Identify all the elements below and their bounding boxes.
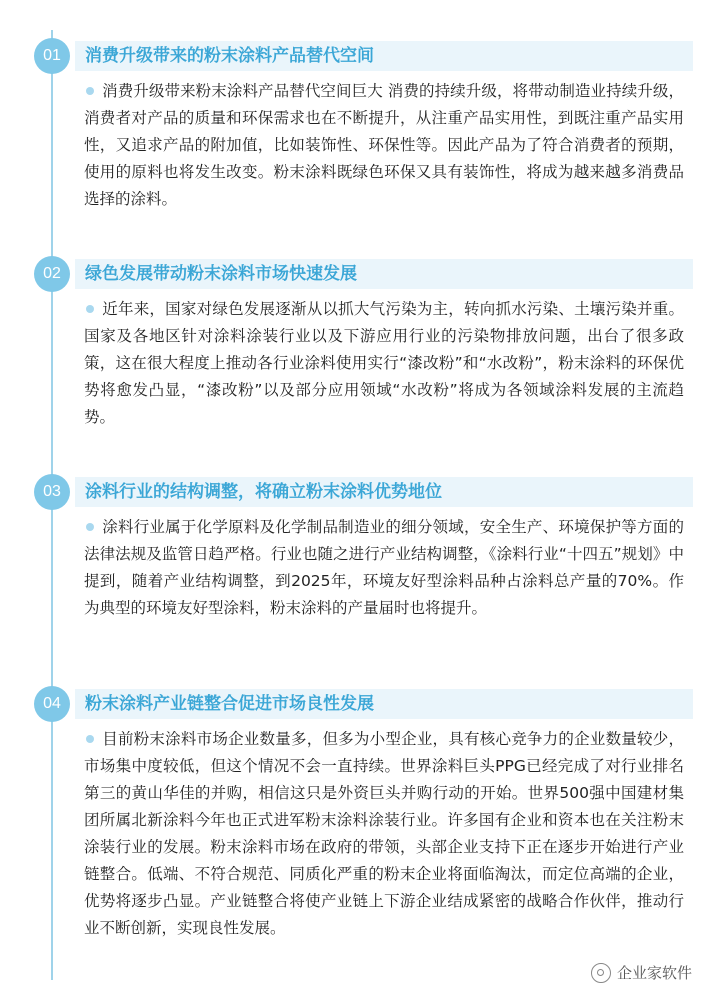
watermark [591, 962, 692, 983]
watermark-text: 企业家软件 [616, 964, 692, 982]
section-body-text: 近年来，国家对绿色发展逐渐从以抓大气污染为主，转向抓水污染、土壤污染并重。国家及各地区针对涂料涂装行业以及下游应用行业的污染物排放问题，出台了很多政策，这在很大程度上推动各行业涂料使用实行“漆改粉”和“水改粉”，粉末涂料的环保优势将愈发凸显，“漆改粉”以及部分应用领域“水改粉”将成为各领域涂料发展的主流趋势。 [84, 300, 684, 426]
section-title-box [75, 259, 693, 289]
section-body [84, 78, 684, 213]
section-title-box [75, 689, 693, 719]
section-body [84, 514, 684, 622]
section-title: 绿色发展带动粉末涂料市场快速发展 [85, 264, 357, 284]
bullet-icon [86, 87, 94, 95]
section-body [84, 726, 684, 942]
section-title: 粉末涂料产业链整合促进市场良性发展 [85, 694, 374, 714]
bullet-icon [86, 523, 94, 531]
section-body [84, 296, 684, 431]
bullet-icon [86, 305, 94, 313]
section-body-text: 涂料行业属于化学原料及化学制品制造业的细分领域，安全生产、环境保护等方面的法律法规及监管日趋严格。行业也随之进行产业结构调整，《涂料行业“十四五”规划》中提到，随着产业结构调整，到2025年，环境友好型涂料品种占涂料总产量的70%。作为典型的环境友好型涂料，粉末涂料的产量届时也将提升。 [84, 518, 684, 617]
section-number-badge: 01 [34, 38, 70, 74]
section-number-badge: 04 [34, 686, 70, 722]
section-body-text: 目前粉末涂料市场企业数量多，但多为小型企业，具有核心竞争力的企业数量较少，市场集中度较低，但这个情况不会一直持续。世界涂料巨头PPG已经完成了对行业排名第三的黄山华佳的并购，相信这只是外资巨头并购行动的开始。世界500强中国建材集团所属北新涂料今年也正式进军粉末涂料涂装行业。许多国有企业和资本也在关注粉末涂装行业的发展。粉末涂料市场在政府的带领，头部企业支持下正在逐步开始进行产业链整合。低端、不符合规范、同质化严重的粉末企业将面临淘汰，而定位高端的企业，优势将逐步凸显。产业链整合将使产业链上下游企业结成紧密的战略合作伙伴，推动行业不断创新，实现良性发展。 [84, 730, 684, 937]
section-title: 涂料行业的结构调整，将确立粉末涂料优势地位 [85, 482, 442, 502]
section-title-box [75, 477, 693, 507]
wechat-logo-icon [591, 963, 611, 983]
section-title-box [75, 41, 693, 71]
section-title: 消费升级带来的粉末涂料产品替代空间 [85, 46, 374, 66]
section-number-badge: 02 [34, 256, 70, 292]
bullet-icon [86, 735, 94, 743]
section-body-text: 消费升级带来粉末涂料产品替代空间巨大 消费的持续升级，将带动制造业持续升级，消费者对产品的质量和环保需求也在不断提升，从注重产品实用性，到既注重产品实用性，又追求产品的附加值，比如装饰性、环保性等。因此产品为了符合消费者的预期，使用的原料也将发生改变。粉末涂料既绿色环保又具有装饰性，将成为越来越多消费品选择的涂料。 [84, 82, 684, 208]
section-number-badge: 03 [34, 474, 70, 510]
